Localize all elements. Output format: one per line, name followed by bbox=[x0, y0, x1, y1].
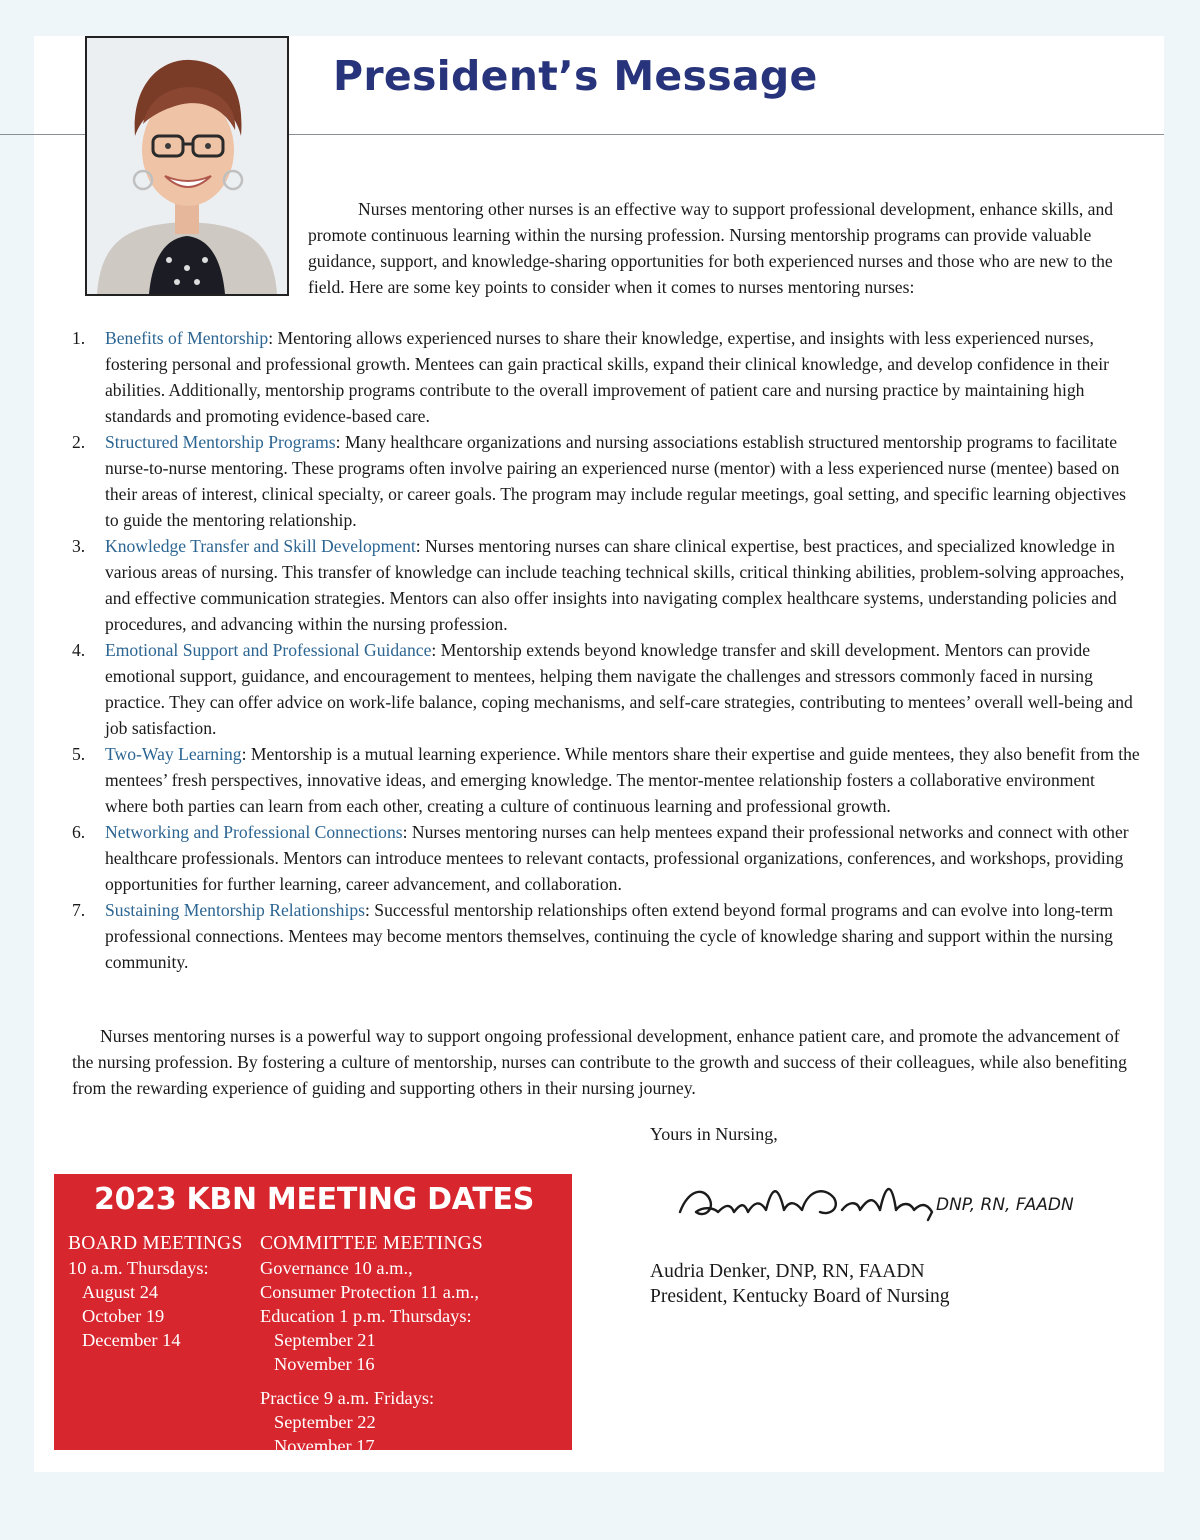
board-meetings-heading: BOARD MEETINGS bbox=[68, 1233, 243, 1254]
list-item bbox=[72, 325, 1142, 429]
closing-paragraph: Nurses mentoring nurses is a powerful way to support ongoing professional development, enhance patient care, and promote the advancement of the nursing profession. By fostering a culture of mentorship, nurses can contribute to the growth and success of their colleagues, while also benefiting from the rewarding experience of guiding and supporting others in their nursing journey. bbox=[72, 1026, 1127, 1098]
president-title: President, Kentucky Board of Nursing bbox=[650, 1286, 950, 1307]
committee-meeting-date: September 21 bbox=[274, 1330, 376, 1350]
intro-paragraph: Nurses mentoring other nurses is an effective way to support professional development, enhance skills, and promote continuous learning within the nursing profession. Nursing mentorship programs can provide valuable guidance, support, and knowledge-sharing opportunities for both experienced nurses and those who are new to the field. Here are some key points to consider when it comes to nurses mentoring nurses: bbox=[308, 199, 1114, 297]
svg-text:DNP, RN, FAADN: DNP, RN, FAADN bbox=[936, 1195, 1074, 1215]
item-number: 6. bbox=[72, 822, 86, 842]
salutation: Yours in Nursing, bbox=[650, 1124, 778, 1144]
committee-line: Consumer Protection 11 a.m., bbox=[260, 1282, 479, 1302]
item-number: 3. bbox=[72, 536, 86, 556]
committee-line: Education 1 p.m. Thursdays: bbox=[260, 1306, 472, 1326]
board-meetings-column bbox=[68, 1232, 243, 1352]
president-name: Audria Denker, DNP, RN, FAADN bbox=[650, 1261, 925, 1282]
list-item bbox=[72, 897, 1142, 975]
board-meetings-time: 10 a.m. Thursdays: bbox=[68, 1258, 209, 1278]
page-title: President’s Message bbox=[333, 52, 818, 100]
item-text: : Many healthcare organizations and nursing associations establish structured mentorship programs to facilitate nurse-to-nurse mentoring. These programs often involve pairing an experienced nurse (mentor) with a less experienced nurse (mentee) based on their areas of interest, clinical specialty, or career goals. The program may include regular meetings, goal setting, and specific learning objectives to guide the mentoring relationship. bbox=[105, 432, 1127, 530]
committee-meetings-heading: COMMITTEE MEETINGS bbox=[260, 1233, 483, 1254]
item-number: 2. bbox=[72, 432, 86, 452]
portrait-icon bbox=[87, 38, 287, 294]
board-meeting-date: October 19 bbox=[82, 1306, 165, 1326]
committee-meeting-date: November 16 bbox=[274, 1354, 375, 1374]
board-meeting-date: December 14 bbox=[82, 1330, 181, 1350]
item-number: 4. bbox=[72, 640, 86, 660]
item-text: : Nurses mentoring nurses can share clinical expertise, best practices, and specialized knowledge in various areas of nursing. This transfer of knowledge can include teaching technical skills, critical thinking abilities, problem-solving approaches, and effective communication strategies. Mentors can also offer insights into navigating complex healthcare systems, understanding policies and procedures, and advancing within the nursing profession. bbox=[105, 536, 1125, 634]
item-text: : Mentoring allows experienced nurses to share their knowledge, expertise, and insights with less experienced nurses, fostering personal and professional growth. Mentees can gain practical skills, expand their clinical knowledge, and develop confidence in their abilities. Additionally, mentorship programs contribute to the overall improvement of patient care and nursing practice by maintaining high standards and promoting evidence-based care. bbox=[105, 328, 1109, 426]
item-heading: Two-Way Learning bbox=[105, 744, 242, 764]
item-text: : Successful mentorship relationships often extend beyond formal programs and can evolve into long-term professional connections. Mentees may become mentors themselves, continuing the cycle of knowledge sharing and support within the nursing community. bbox=[105, 900, 1114, 972]
item-heading: Benefits of Mentorship bbox=[105, 328, 269, 348]
meeting-dates-title: 2023 KBN MEETING DATES bbox=[94, 1182, 535, 1217]
meeting-dates-box bbox=[54, 1174, 572, 1456]
list-item bbox=[72, 429, 1142, 533]
item-number: 1. bbox=[72, 328, 86, 348]
item-text: : Nurses mentoring nurses can help mentees expand their professional networks and connect with other healthcare professionals. Mentors can introduce mentees to relevant contacts, professional organizations, conferences, and workshops, providing opportunities for further learning, career advancement, and collaboration. bbox=[105, 822, 1129, 894]
practice-meeting-time: Practice 9 a.m. Fridays: bbox=[260, 1388, 435, 1408]
signature-block bbox=[650, 1259, 950, 1309]
item-number: 7. bbox=[72, 900, 86, 920]
item-heading: Emotional Support and Professional Guidance bbox=[105, 640, 432, 660]
signature-icon bbox=[674, 1172, 1094, 1232]
item-text: : Mentorship is a mutual learning experience. While mentors share their expertise and guide mentees, they also benefit from the mentees’ fresh perspectives, innovative ideas, and emerging knowledge. The mentor-mentee relationship fosters a collaborative environment where both parties can learn from each other, creating a culture of continuous learning and professional growth. bbox=[105, 744, 1140, 816]
list-item bbox=[72, 533, 1142, 637]
list-item bbox=[72, 819, 1142, 897]
item-number: 5. bbox=[72, 744, 86, 764]
practice-meeting-date: September 22 bbox=[274, 1412, 376, 1432]
item-heading: Structured Mentorship Programs bbox=[105, 432, 336, 452]
list-item bbox=[72, 741, 1142, 819]
key-points-list bbox=[72, 325, 1142, 975]
committee-meetings-column bbox=[260, 1232, 483, 1458]
board-meeting-date: August 24 bbox=[82, 1282, 159, 1302]
item-text: : Mentorship extends beyond knowledge transfer and skill development. Mentors can provide emotional support, guidance, and encouragement to mentees, helping them navigate the challenges and stressors commonly faced in nursing practice. They can offer advice on work-life balance, coping mechanisms, and self-care strategies, contributing to mentees’ overall well-being and job satisfaction. bbox=[105, 640, 1133, 738]
item-heading: Knowledge Transfer and Skill Development bbox=[105, 536, 416, 556]
item-heading: Networking and Professional Connections bbox=[105, 822, 403, 842]
list-item bbox=[72, 637, 1142, 741]
president-photo bbox=[85, 36, 289, 296]
practice-meeting-date: November 17 bbox=[274, 1436, 375, 1456]
committee-line: Governance 10 a.m., bbox=[260, 1258, 413, 1278]
item-heading: Sustaining Mentorship Relationships bbox=[105, 900, 365, 920]
